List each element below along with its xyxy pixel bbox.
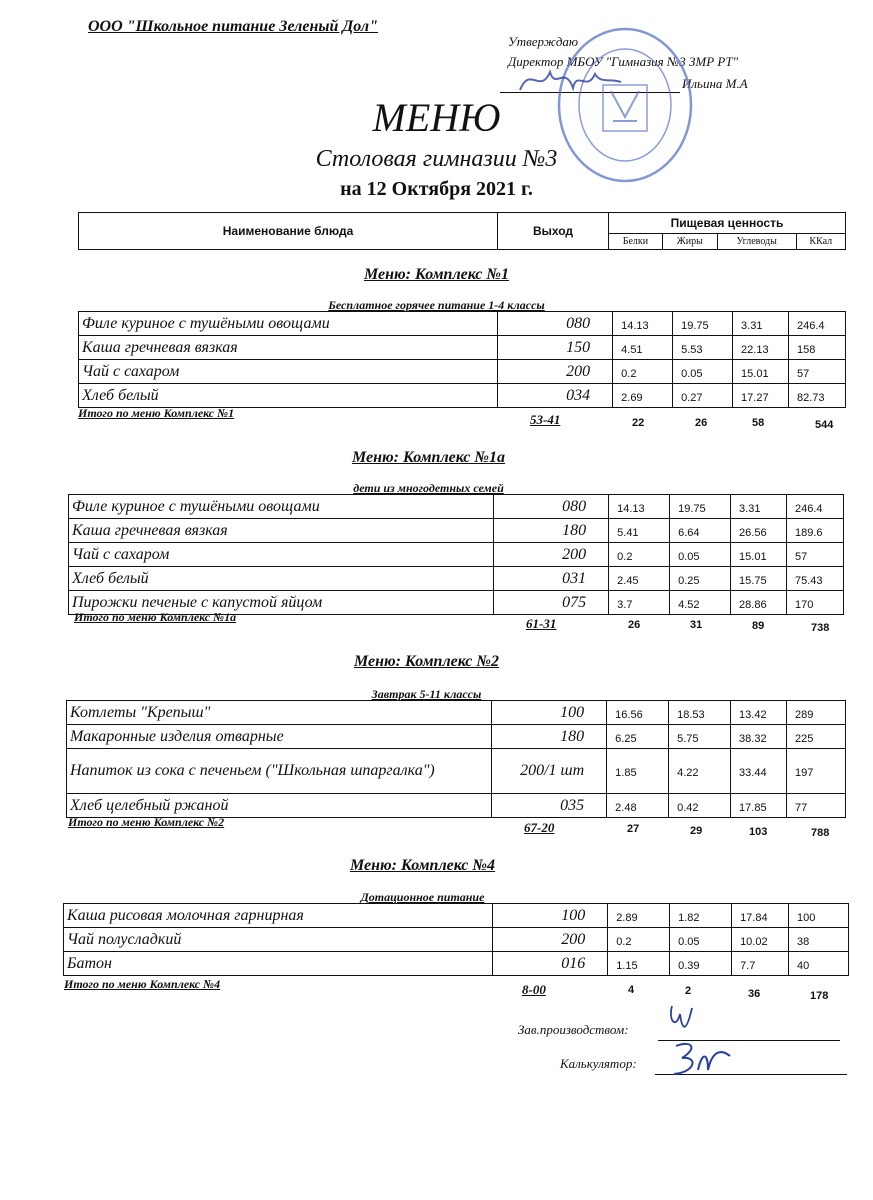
- total-carbs: 58: [752, 417, 765, 429]
- menu-table: [63, 903, 849, 976]
- table-row: [69, 543, 844, 567]
- dish-carbs: 3.31: [733, 312, 789, 336]
- table-row: [64, 928, 849, 952]
- dish-name: Чай полусладкий: [64, 928, 493, 952]
- dish-protein: 0.2: [609, 543, 670, 567]
- production-label: Зав.производством:: [518, 1022, 629, 1037]
- document-date: на 12 Октября 2021 г.: [340, 178, 533, 200]
- total-protein: 4: [628, 984, 635, 996]
- dish-protein: 1.85: [607, 749, 669, 794]
- dish-kcal: 246.4: [787, 495, 844, 519]
- total-label: Итого по меню Комплекс №1: [78, 406, 235, 420]
- dish-fat: 6.64: [670, 519, 731, 543]
- organization-name: ООО "Школьное питание Зеленый Дол": [88, 18, 378, 35]
- table-row: [67, 749, 846, 794]
- dish-output: 180: [494, 519, 609, 543]
- dish-kcal: 100: [789, 904, 849, 928]
- section-subtitle: дети из многодетных семей: [353, 481, 504, 495]
- dish-name: Чай с сахаром: [69, 543, 494, 567]
- dish-kcal: 189.6: [787, 519, 844, 543]
- dish-fat: 0.05: [673, 360, 733, 384]
- table-row: [67, 701, 846, 725]
- dish-kcal: 170: [787, 591, 844, 615]
- dish-name: Филе куриное с тушёными овощами: [69, 495, 494, 519]
- dish-protein: 5.41: [609, 519, 670, 543]
- dish-protein: 4.51: [613, 336, 673, 360]
- total-kcal: 178: [810, 990, 829, 1002]
- col-carbs-header: Углеводы: [717, 234, 796, 250]
- dish-fat: 19.75: [673, 312, 733, 336]
- table-row: [69, 495, 844, 519]
- dish-output: 035: [492, 794, 607, 818]
- total-kcal: 788: [811, 827, 830, 839]
- total-fat: 29: [690, 825, 703, 837]
- dish-fat: 0.05: [670, 543, 731, 567]
- dish-fat: 0.25: [670, 567, 731, 591]
- total-price: 8-00: [522, 982, 546, 997]
- dish-carbs: 13.42: [731, 701, 787, 725]
- col-name-header: Наименование блюда: [79, 213, 498, 250]
- total-price: 53-41: [530, 412, 561, 427]
- dish-fat: 5.75: [669, 725, 731, 749]
- dish-fat: 0.39: [670, 952, 732, 976]
- table-row: [69, 519, 844, 543]
- section-title: Меню: Комплекс №4: [349, 857, 496, 874]
- dish-protein: 1.15: [608, 952, 670, 976]
- approve-label: Утверждаю: [508, 34, 579, 49]
- table-row: [64, 904, 849, 928]
- total-kcal: 738: [811, 622, 830, 634]
- total-carbs: 89: [752, 620, 765, 632]
- dish-output: 080: [498, 312, 613, 336]
- dish-output: 200: [498, 360, 613, 384]
- dish-name: Чай с сахаром: [79, 360, 498, 384]
- dish-output: 200: [494, 543, 609, 567]
- section-title: Меню: Комплекс №1: [363, 266, 510, 283]
- total-label: Итого по меню Комплекс №4: [64, 977, 221, 991]
- dish-output: 034: [498, 384, 613, 408]
- table-row: [79, 384, 846, 408]
- dish-kcal: 197: [787, 749, 846, 794]
- dish-name: Батон: [64, 952, 493, 976]
- section-subtitle: Дотационное питание: [360, 890, 485, 904]
- dish-name: Хлеб целебный ржаной: [67, 794, 492, 818]
- dish-kcal: 82.73: [789, 384, 846, 408]
- dish-fat: 5.53: [673, 336, 733, 360]
- dish-kcal: 40: [789, 952, 849, 976]
- dish-protein: 2.69: [613, 384, 673, 408]
- calculator-signature: [668, 1036, 738, 1082]
- dish-name: Напиток из сока с печеньем ("Школьная шпаргалка"): [67, 749, 492, 794]
- table-row: [79, 312, 846, 336]
- dish-output: 100: [493, 904, 608, 928]
- total-fat: 2: [685, 985, 692, 997]
- dish-protein: 3.7: [609, 591, 670, 615]
- total-protein: 27: [627, 823, 640, 835]
- total-fat: 26: [695, 417, 708, 429]
- table-row: [69, 567, 844, 591]
- dish-carbs: 3.31: [731, 495, 787, 519]
- dish-fat: 19.75: [670, 495, 731, 519]
- dish-name: Каша гречневая вязкая: [79, 336, 498, 360]
- dish-name: Пирожки печеные с капустой яйцом: [69, 591, 494, 615]
- col-protein-header: Белки: [609, 234, 663, 250]
- dish-name: Каша гречневая вязкая: [69, 519, 494, 543]
- dish-fat: 4.52: [670, 591, 731, 615]
- dish-output: 080: [494, 495, 609, 519]
- dish-carbs: 17.27: [733, 384, 789, 408]
- dish-kcal: 158: [789, 336, 846, 360]
- dish-carbs: 17.84: [732, 904, 789, 928]
- dish-protein: 2.45: [609, 567, 670, 591]
- total-protein: 26: [628, 619, 641, 631]
- section-title: Меню: Комплекс №1а: [351, 449, 506, 466]
- dish-kcal: 57: [787, 543, 844, 567]
- dish-protein: 6.25: [607, 725, 669, 749]
- total-carbs: 103: [749, 826, 768, 838]
- menu-table: [68, 494, 844, 615]
- dish-carbs: 7.7: [732, 952, 789, 976]
- calculator-label: Калькулятор:: [560, 1056, 637, 1071]
- dish-protein: 14.13: [613, 312, 673, 336]
- approve-name: Ильина М.А: [682, 76, 748, 91]
- menu-table: [78, 311, 846, 408]
- dish-name: Котлеты "Крепыш": [67, 701, 492, 725]
- table-row: [67, 794, 846, 818]
- table-row: [64, 952, 849, 976]
- dish-carbs: 38.32: [731, 725, 787, 749]
- total-label: Итого по меню Комплекс №2: [68, 815, 225, 829]
- dish-output: 200/1 шт: [492, 749, 607, 794]
- col-output-header: Выход: [498, 213, 609, 250]
- dish-fat: 0.05: [670, 928, 732, 952]
- dish-protein: 0.2: [613, 360, 673, 384]
- dish-kcal: 38: [789, 928, 849, 952]
- col-kcal-header: ККал: [796, 234, 845, 250]
- document-title: МЕНЮ: [372, 95, 501, 140]
- dish-protein: 0.2: [608, 928, 670, 952]
- dish-carbs: 28.86: [731, 591, 787, 615]
- section-subtitle: Завтрак 5-11 классы: [371, 687, 482, 701]
- table-row: [67, 725, 846, 749]
- dish-protein: 2.89: [608, 904, 670, 928]
- dish-output: 075: [494, 591, 609, 615]
- dish-carbs: 22.13: [733, 336, 789, 360]
- dish-output: 180: [492, 725, 607, 749]
- dish-carbs: 10.02: [732, 928, 789, 952]
- dish-carbs: 15.75: [731, 567, 787, 591]
- dish-fat: 0.27: [673, 384, 733, 408]
- dish-carbs: 33.44: [731, 749, 787, 794]
- dish-name: Каша рисовая молочная гарнирная: [64, 904, 493, 928]
- dish-kcal: 289: [787, 701, 846, 725]
- dish-protein: 16.56: [607, 701, 669, 725]
- dish-name: Макаронные изделия отварные: [67, 725, 492, 749]
- document-subtitle: Столовая гимназии №3: [315, 146, 558, 172]
- approve-position: Директор МБОУ "Гимназия №3 ЗМР РТ": [508, 54, 739, 69]
- dish-kcal: 77: [787, 794, 846, 818]
- dish-name: Хлеб белый: [79, 384, 498, 408]
- total-kcal: 544: [815, 419, 834, 431]
- dish-carbs: 15.01: [731, 543, 787, 567]
- dish-output: 200: [493, 928, 608, 952]
- total-price: 67-20: [524, 820, 555, 835]
- dish-kcal: 225: [787, 725, 846, 749]
- dish-carbs: 26.56: [731, 519, 787, 543]
- section-title: Меню: Комплекс №2: [353, 653, 500, 670]
- dish-output: 150: [498, 336, 613, 360]
- dish-kcal: 57: [789, 360, 846, 384]
- total-price: 61-31: [526, 616, 557, 631]
- total-label: Итого по меню Комплекс №1а: [74, 610, 237, 624]
- dish-protein: 2.48: [607, 794, 669, 818]
- dish-kcal: 246.4: [789, 312, 846, 336]
- table-row: [79, 336, 846, 360]
- menu-table: [66, 700, 846, 818]
- dish-fat: 18.53: [669, 701, 731, 725]
- dish-kcal: 75.43: [787, 567, 844, 591]
- table-row: [79, 360, 846, 384]
- dish-output: 031: [494, 567, 609, 591]
- dish-output: 100: [492, 701, 607, 725]
- dish-name: Филе куриное с тушёными овощами: [79, 312, 498, 336]
- dish-name: Хлеб белый: [69, 567, 494, 591]
- dish-output: 016: [493, 952, 608, 976]
- col-fat-header: Жиры: [662, 234, 717, 250]
- total-fat: 31: [690, 619, 703, 631]
- col-nutrition-header: Пищевая ценность: [609, 213, 846, 234]
- dish-fat: 1.82: [670, 904, 732, 928]
- dish-fat: 4.22: [669, 749, 731, 794]
- total-carbs: 36: [748, 988, 761, 1000]
- dish-protein: 14.13: [609, 495, 670, 519]
- section-subtitle: Бесплатное горячее питание 1-4 классы: [328, 298, 545, 312]
- dish-fat: 0.42: [669, 794, 731, 818]
- column-header-table: [78, 212, 846, 250]
- total-protein: 22: [632, 417, 645, 429]
- dish-carbs: 17.85: [731, 794, 787, 818]
- dish-carbs: 15.01: [733, 360, 789, 384]
